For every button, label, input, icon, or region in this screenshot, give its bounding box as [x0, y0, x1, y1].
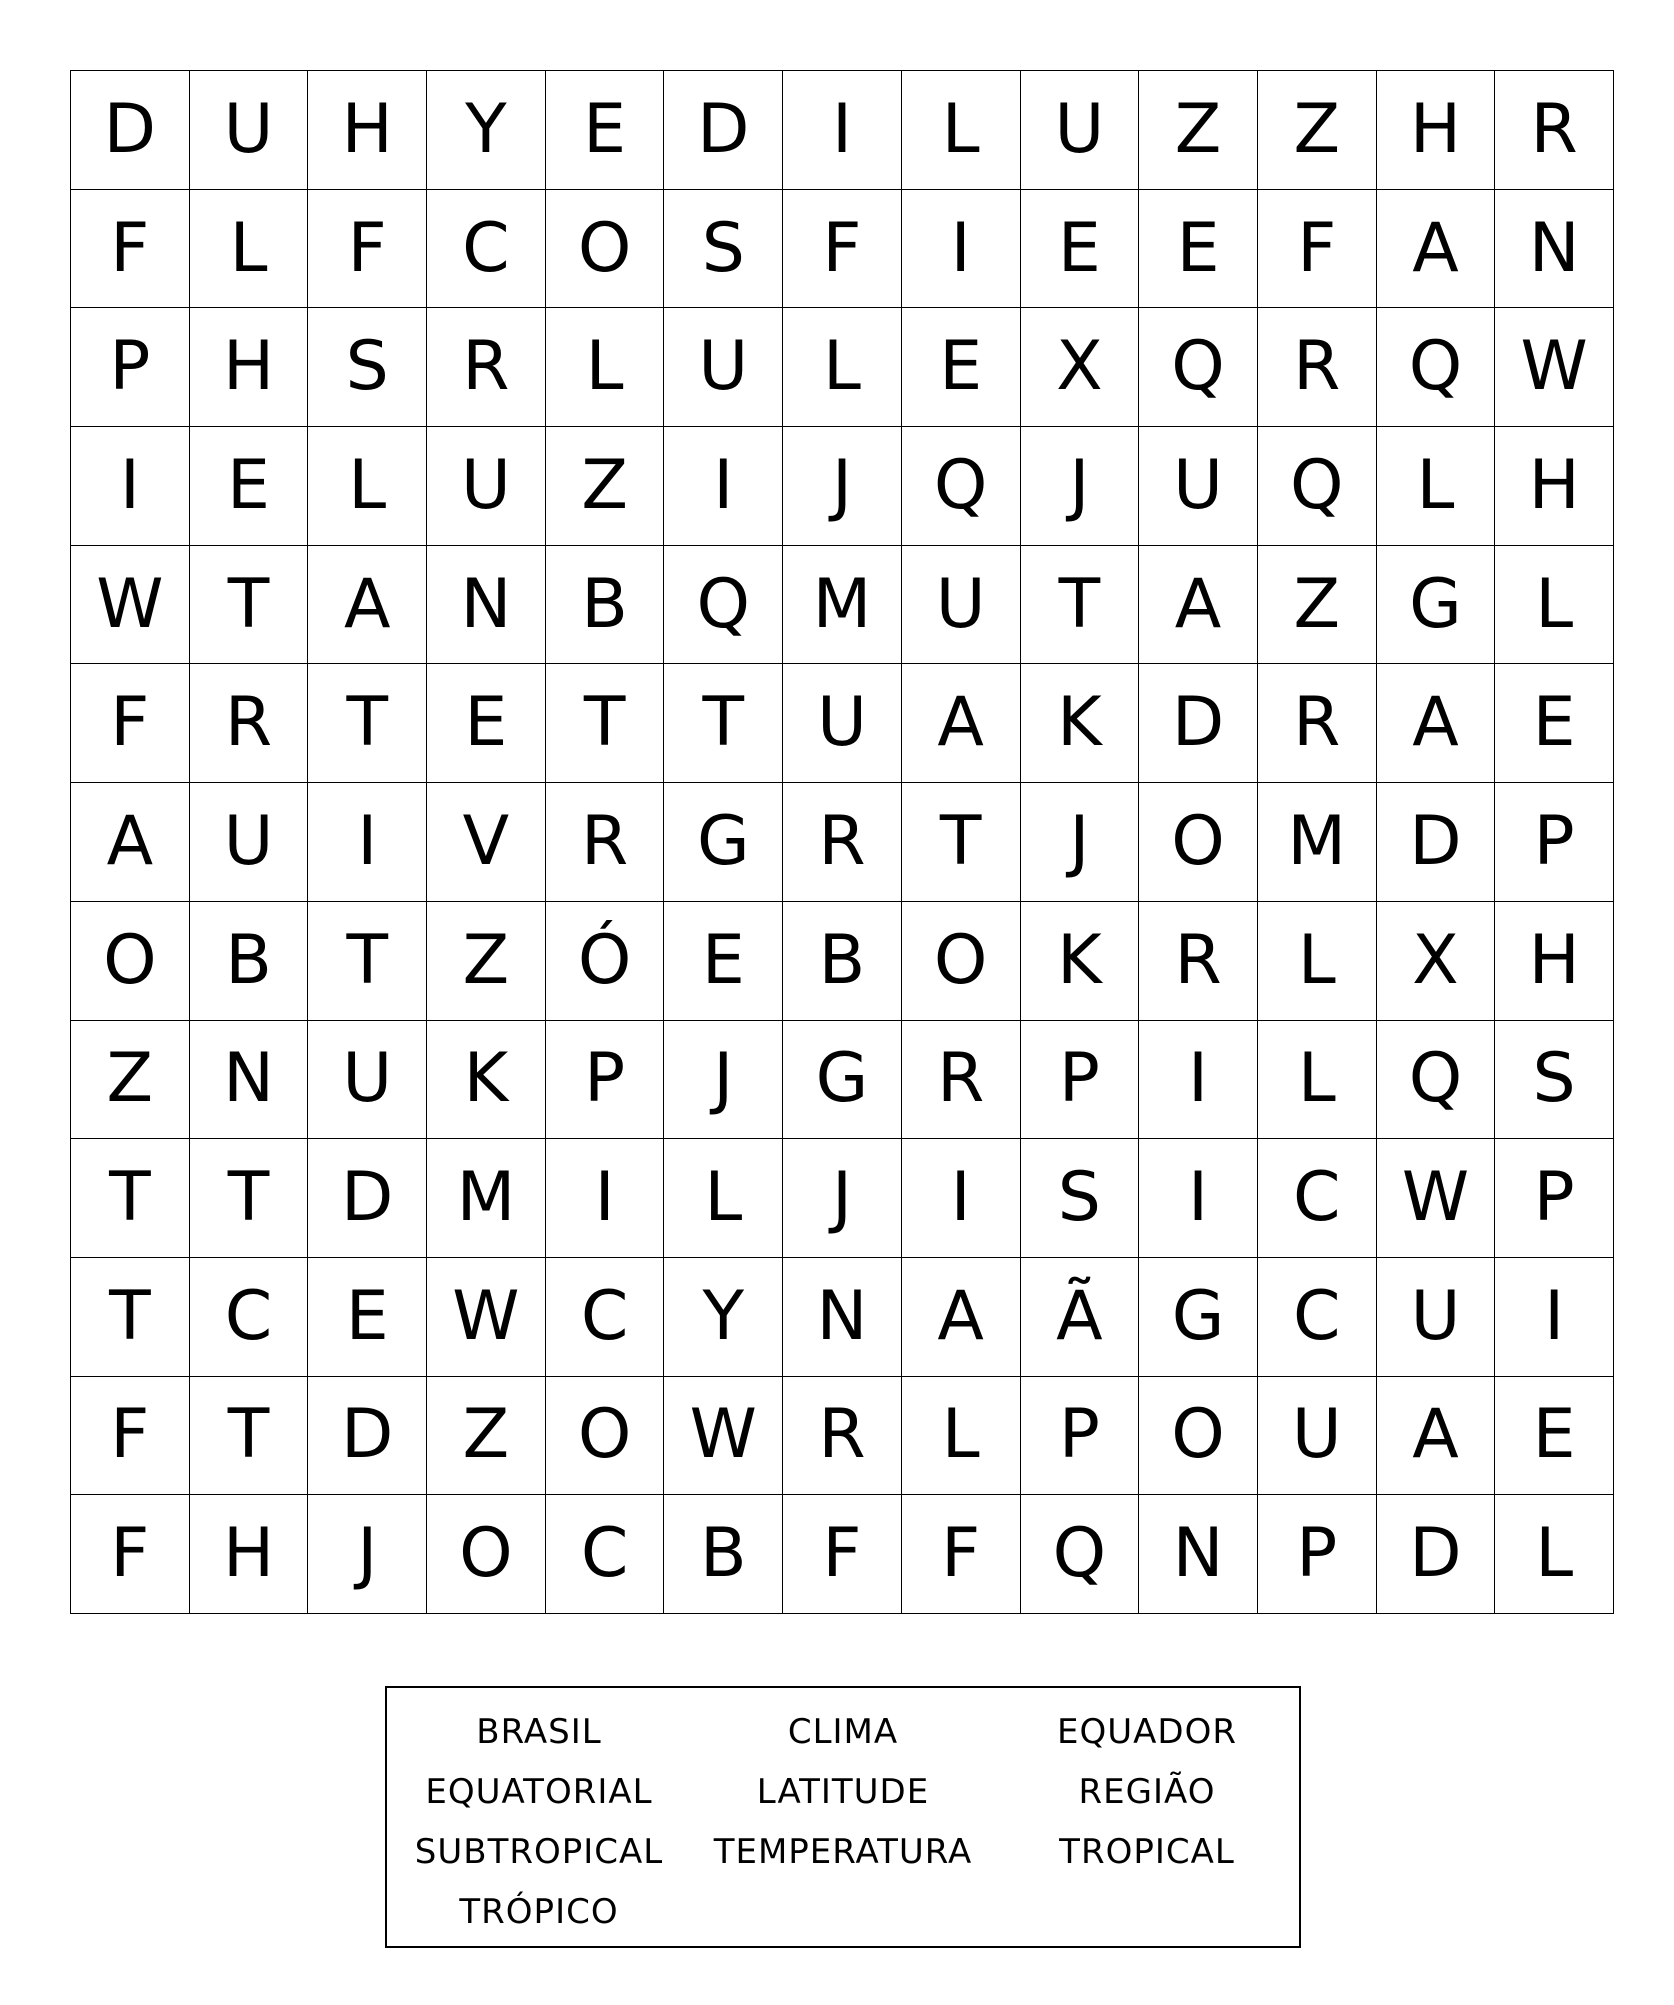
grid-cell[interactable]: I [902, 1139, 1021, 1258]
grid-cell[interactable]: Ã [1021, 1258, 1140, 1377]
grid-cell[interactable]: C [1258, 1139, 1377, 1258]
grid-cell[interactable]: W [427, 1258, 546, 1377]
grid-cell[interactable]: L [664, 1139, 783, 1258]
grid-cell[interactable]: M [783, 546, 902, 665]
grid-cell[interactable]: H [1377, 71, 1496, 190]
grid-cell[interactable]: L [1377, 427, 1496, 546]
grid-cell[interactable]: O [1139, 1377, 1258, 1496]
grid-cell[interactable]: Z [546, 427, 665, 546]
grid-cell[interactable]: U [783, 664, 902, 783]
grid-cell[interactable]: E [902, 308, 1021, 427]
grid-cell[interactable]: L [190, 190, 309, 309]
grid-cell[interactable]: L [1495, 546, 1614, 665]
grid-cell[interactable]: F [71, 664, 190, 783]
grid-cell[interactable]: P [1495, 783, 1614, 902]
grid-cell[interactable]: K [1021, 902, 1140, 1021]
grid-cell[interactable]: F [902, 1495, 1021, 1614]
grid-cell[interactable]: A [308, 546, 427, 665]
grid-cell[interactable]: A [1377, 190, 1496, 309]
grid-cell[interactable]: R [546, 783, 665, 902]
grid-cell[interactable]: Z [1258, 71, 1377, 190]
grid-cell[interactable]: R [1495, 71, 1614, 190]
grid-cell[interactable]: T [190, 1139, 309, 1258]
grid-cell[interactable]: I [308, 783, 427, 902]
grid-cell[interactable]: R [783, 783, 902, 902]
grid-cell[interactable]: E [308, 1258, 427, 1377]
grid-cell[interactable]: R [190, 664, 309, 783]
grid-cell[interactable]: Z [1258, 546, 1377, 665]
grid-cell[interactable]: Q [1021, 1495, 1140, 1614]
grid-cell[interactable]: P [1258, 1495, 1377, 1614]
grid-cell[interactable]: R [902, 1021, 1021, 1140]
grid-cell[interactable]: B [190, 902, 309, 1021]
grid-cell[interactable]: Z [71, 1021, 190, 1140]
grid-cell[interactable]: O [1139, 783, 1258, 902]
grid-cell[interactable]: L [783, 308, 902, 427]
grid-cell[interactable]: S [308, 308, 427, 427]
word-list-item: TEMPERATURA [713, 1832, 973, 1872]
grid-cell[interactable]: T [308, 902, 427, 1021]
grid-cell[interactable]: T [71, 1258, 190, 1377]
grid-cell[interactable]: F [71, 1377, 190, 1496]
grid-cell[interactable]: J [664, 1021, 783, 1140]
grid-cell[interactable]: Q [1139, 308, 1258, 427]
word-list-item: EQUATORIAL [425, 1772, 653, 1812]
grid-cell[interactable]: R [427, 308, 546, 427]
grid-cell[interactable]: F [71, 1495, 190, 1614]
grid-cell[interactable]: L [902, 71, 1021, 190]
grid-cell[interactable]: Ó [546, 902, 665, 1021]
grid-cell[interactable]: H [190, 308, 309, 427]
grid-cell[interactable]: B [664, 1495, 783, 1614]
grid-cell[interactable]: D [71, 71, 190, 190]
grid-cell[interactable]: E [427, 664, 546, 783]
grid-cell[interactable]: T [190, 1377, 309, 1496]
grid-cell[interactable]: C [427, 190, 546, 309]
grid-cell[interactable]: O [546, 1377, 665, 1496]
grid-cell[interactable]: E [1495, 664, 1614, 783]
grid-cell[interactable]: U [427, 427, 546, 546]
grid-cell[interactable]: U [1258, 1377, 1377, 1496]
grid-cell[interactable]: G [1377, 546, 1496, 665]
grid-cell[interactable]: W [1495, 308, 1614, 427]
grid-cell[interactable]: U [1021, 71, 1140, 190]
grid-cell[interactable]: T [546, 664, 665, 783]
grid-cell[interactable]: F [71, 190, 190, 309]
grid-cell[interactable]: A [1377, 664, 1496, 783]
grid-cell[interactable]: D [308, 1377, 427, 1496]
grid-cell[interactable]: O [902, 902, 1021, 1021]
grid-cell[interactable]: M [427, 1139, 546, 1258]
grid-cell[interactable]: W [664, 1377, 783, 1496]
grid-cell[interactable]: S [1495, 1021, 1614, 1140]
grid-cell[interactable]: B [546, 546, 665, 665]
word-list [385, 1686, 1301, 1948]
grid-cell[interactable]: T [902, 783, 1021, 902]
grid-cell[interactable]: L [308, 427, 427, 546]
grid-cell[interactable]: Y [427, 71, 546, 190]
grid-cell[interactable]: F [783, 1495, 902, 1614]
grid-cell[interactable]: P [1495, 1139, 1614, 1258]
grid-cell[interactable]: R [1258, 664, 1377, 783]
grid-cell[interactable]: W [1377, 1139, 1496, 1258]
grid-cell[interactable]: N [190, 1021, 309, 1140]
grid-cell[interactable]: T [664, 664, 783, 783]
grid-cell[interactable]: R [783, 1377, 902, 1496]
grid-cell[interactable]: N [1139, 1495, 1258, 1614]
grid-cell[interactable]: I [546, 1139, 665, 1258]
grid-cell[interactable]: A [1139, 546, 1258, 665]
grid-cell[interactable]: G [1139, 1258, 1258, 1377]
grid-cell[interactable]: E [1021, 190, 1140, 309]
grid-cell[interactable]: E [1495, 1377, 1614, 1496]
grid-cell[interactable]: P [546, 1021, 665, 1140]
word-list-item: EQUADOR [1057, 1712, 1237, 1752]
grid-cell[interactable]: B [783, 902, 902, 1021]
grid-cell[interactable]: E [1139, 190, 1258, 309]
grid-cell[interactable]: I [1139, 1021, 1258, 1140]
grid-cell[interactable]: Z [1139, 71, 1258, 190]
grid-cell[interactable]: X [1377, 902, 1496, 1021]
grid-cell[interactable]: S [1021, 1139, 1140, 1258]
grid-cell[interactable]: E [664, 902, 783, 1021]
grid-cell[interactable]: Q [902, 427, 1021, 546]
grid-cell[interactable]: O [427, 1495, 546, 1614]
grid-cell[interactable]: T [190, 546, 309, 665]
grid-cell[interactable]: F [308, 190, 427, 309]
grid-cell[interactable]: Q [664, 546, 783, 665]
grid-cell[interactable]: A [1377, 1377, 1496, 1496]
grid-cell[interactable]: D [1377, 783, 1496, 902]
word-list-item: CLIMA [787, 1712, 899, 1752]
grid-cell[interactable]: Q [1258, 427, 1377, 546]
grid-cell[interactable]: J [1021, 427, 1140, 546]
grid-cell[interactable]: G [783, 1021, 902, 1140]
grid-cell[interactable]: U [190, 783, 309, 902]
grid-cell[interactable]: H [1495, 902, 1614, 1021]
grid-cell[interactable]: C [190, 1258, 309, 1377]
grid-cell[interactable]: A [902, 664, 1021, 783]
grid-cell[interactable]: D [1377, 1495, 1496, 1614]
grid-cell[interactable]: L [546, 308, 665, 427]
grid-cell[interactable]: N [1495, 190, 1614, 309]
grid-cell[interactable]: R [1139, 902, 1258, 1021]
grid-cell[interactable]: U [190, 71, 309, 190]
letter-grid [70, 70, 1614, 1614]
grid-cell[interactable]: N [427, 546, 546, 665]
grid-cell[interactable]: V [427, 783, 546, 902]
word-list-item: TRÓPICO [459, 1892, 619, 1932]
grid-cell[interactable]: I [71, 427, 190, 546]
word-list-item: SUBTROPICAL [414, 1832, 664, 1872]
grid-cell[interactable]: U [664, 308, 783, 427]
grid-cell[interactable]: I [783, 71, 902, 190]
grid-cell[interactable]: N [783, 1258, 902, 1377]
grid-cell[interactable]: S [664, 190, 783, 309]
grid-cell[interactable]: Z [427, 902, 546, 1021]
grid-cell[interactable]: X [1021, 308, 1140, 427]
grid-cell[interactable]: J [1021, 783, 1140, 902]
grid-cell[interactable]: R [1258, 308, 1377, 427]
grid-cell[interactable]: A [902, 1258, 1021, 1377]
grid-cell[interactable]: F [1258, 190, 1377, 309]
grid-cell[interactable]: K [1021, 664, 1140, 783]
word-list-item: TROPICAL [1059, 1832, 1235, 1872]
grid-cell[interactable]: I [1495, 1258, 1614, 1377]
grid-cell[interactable]: L [1495, 1495, 1614, 1614]
grid-cell[interactable]: K [427, 1021, 546, 1140]
grid-cell[interactable]: Q [1377, 1021, 1496, 1140]
grid-cell[interactable]: Y [664, 1258, 783, 1377]
grid-cell[interactable]: W [71, 546, 190, 665]
grid-cell[interactable]: O [546, 190, 665, 309]
grid-cell[interactable]: J [783, 1139, 902, 1258]
grid-cell[interactable]: U [902, 546, 1021, 665]
word-list-item: BRASIL [476, 1712, 602, 1752]
grid-cell[interactable]: H [190, 1495, 309, 1614]
grid-cell[interactable]: I [664, 427, 783, 546]
grid-cell[interactable]: D [664, 71, 783, 190]
grid-cell[interactable]: U [308, 1021, 427, 1140]
grid-cell[interactable]: E [546, 71, 665, 190]
grid-cell[interactable]: D [1139, 664, 1258, 783]
grid-cell[interactable]: U [1139, 427, 1258, 546]
grid-cell[interactable]: C [546, 1495, 665, 1614]
grid-cell[interactable]: L [1258, 1021, 1377, 1140]
grid-cell[interactable]: P [1021, 1377, 1140, 1496]
grid-cell[interactable]: I [902, 190, 1021, 309]
grid-cell[interactable]: O [71, 902, 190, 1021]
grid-cell[interactable]: P [71, 308, 190, 427]
grid-cell[interactable]: T [308, 664, 427, 783]
grid-cell[interactable]: P [1021, 1021, 1140, 1140]
grid-cell[interactable]: C [546, 1258, 665, 1377]
grid-cell[interactable]: A [71, 783, 190, 902]
grid-cell[interactable]: H [1495, 427, 1614, 546]
word-list-item: LATITUDE [756, 1772, 930, 1812]
grid-cell[interactable]: L [1258, 902, 1377, 1021]
grid-cell[interactable]: G [664, 783, 783, 902]
grid-cell[interactable]: E [190, 427, 309, 546]
grid-cell[interactable]: T [71, 1139, 190, 1258]
grid-cell[interactable]: U [1377, 1258, 1496, 1377]
grid-cell[interactable]: L [902, 1377, 1021, 1496]
grid-cell[interactable]: F [783, 190, 902, 309]
grid-cell[interactable]: C [1258, 1258, 1377, 1377]
grid-cell[interactable]: Q [1377, 308, 1496, 427]
word-list-item: REGIÃO [1078, 1772, 1216, 1812]
grid-cell[interactable]: I [1139, 1139, 1258, 1258]
grid-cell[interactable]: M [1258, 783, 1377, 902]
grid-cell[interactable]: J [308, 1495, 427, 1614]
grid-cell[interactable]: J [783, 427, 902, 546]
grid-cell[interactable]: T [1021, 546, 1140, 665]
grid-cell[interactable]: H [308, 71, 427, 190]
grid-cell[interactable]: D [308, 1139, 427, 1258]
grid-cell[interactable]: Z [427, 1377, 546, 1496]
